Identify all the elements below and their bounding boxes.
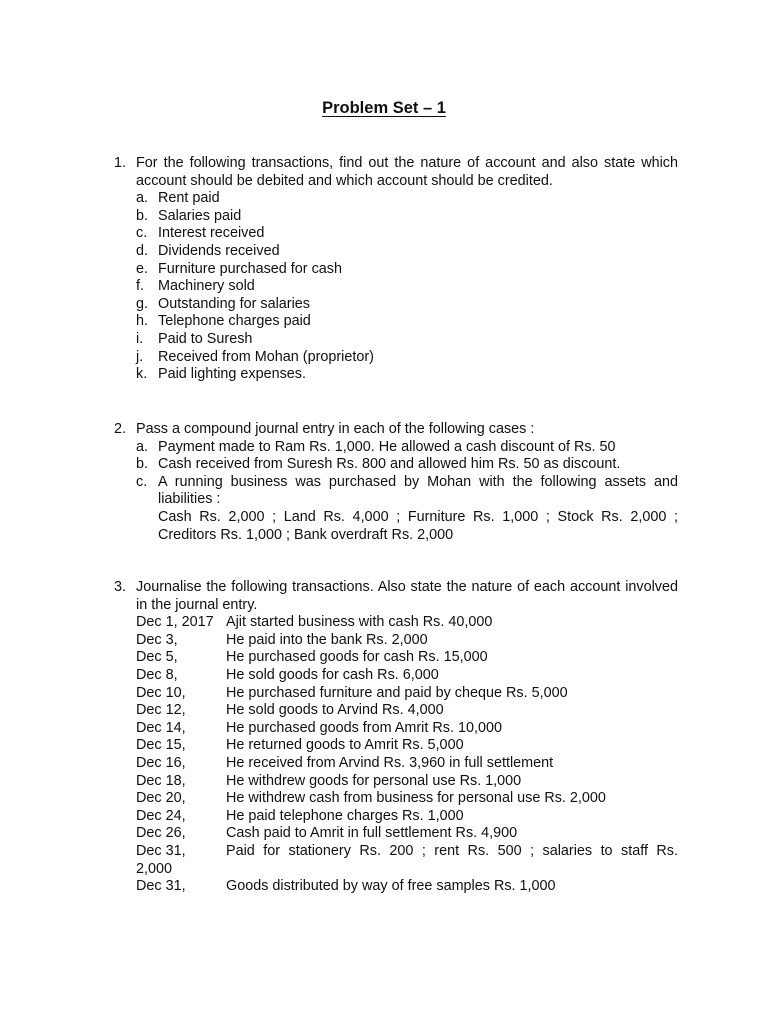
list-item: j. Received from Mohan (proprietor) (136, 348, 374, 365)
question-text: For the following transactions, find out the nature of account and also state which account should be debited and which account should be credited. (136, 155, 678, 189)
list-item: h. Telephone charges paid (136, 313, 311, 330)
transaction-row: Dec 18, He withdrew goods for personal use Rs. 1,000 (136, 772, 522, 789)
question-2 (114, 421, 678, 544)
transaction-row: Dec 3, He paid into the bank Rs. 2,000 (136, 631, 428, 648)
list-item: d. Dividends received (136, 242, 280, 259)
transaction-row: Dec 12, He sold goods to Arvind Rs. 4,000 (136, 702, 444, 719)
transaction-row: Dec 20, He withdrew cash from business for personal use Rs. 2,000 (136, 790, 606, 807)
list-item: b. Cash received from Suresh Rs. 800 and allowed him Rs. 50 as discount. (136, 456, 621, 473)
liabilities-line: Creditors Rs. 1,000 ; Bank overdraft Rs. 2,000 (158, 526, 454, 543)
transaction-row: Dec 14, He purchased goods from Amrit Rs. 10,000 (136, 719, 502, 736)
question-1 (114, 155, 678, 384)
transaction-row: Dec 5, He purchased goods for cash Rs. 15,000 (136, 649, 488, 666)
transaction-row: Dec 31, Goods distributed by way of free samples Rs. 1,000 (136, 878, 556, 895)
question-text: Pass a compound journal entry in each of the following cases : (136, 421, 535, 437)
list-item: c. Interest received (136, 225, 265, 242)
list-item: g. Outstanding for salaries (136, 295, 310, 312)
transaction-wrap-line: 2,000 (136, 860, 173, 877)
list-item: f. Machinery sold (136, 278, 255, 295)
transaction-row: Dec 31, Paid for stationery Rs. 200 ; rent Rs. 500 ; salaries to staff Rs. (136, 842, 678, 859)
transaction-row: Dec 10, He purchased furniture and paid by cheque Rs. 5,000 (136, 684, 568, 701)
list-item: b. Salaries paid (136, 207, 242, 224)
transaction-row: Dec 24, He paid telephone charges Rs. 1,000 (136, 807, 464, 824)
question-number: 2. (114, 421, 127, 437)
list-item: k. Paid lighting expenses. (136, 366, 307, 383)
list-item: i. Paid to Suresh (136, 330, 253, 347)
transaction-row: Dec 26, Cash paid to Amrit in full settlement Rs. 4,900 (136, 825, 518, 842)
page-title: Problem Set – 1 (322, 99, 446, 117)
sub-item-list (136, 190, 678, 384)
list-item: a. Payment made to Ram Rs. 1,000. He allowed a cash discount of Rs. 50 (136, 438, 616, 455)
transaction-row: Dec 16, He received from Arvind Rs. 3,960 in full settlement (136, 754, 554, 771)
transaction-row: Dec 8, He sold goods for cash Rs. 6,000 (136, 666, 439, 683)
list-item: a. Rent paid (136, 190, 220, 207)
list-item: c. A running business was purchased by Mohan with the following assets and liabilities : (136, 473, 678, 508)
transaction-list (136, 614, 678, 896)
transaction-row: Dec 15, He returned goods to Amrit Rs. 5,000 (136, 737, 464, 754)
assets-line: Cash Rs. 2,000 ; Land Rs. 4,000 ; Furniture Rs. 1,000 ; Stock Rs. 2,000 ; (158, 508, 678, 525)
list-item: e. Furniture purchased for cash (136, 260, 342, 277)
question-3 (114, 579, 678, 896)
transaction-row: Dec 1, 2017 Ajit started business with cash Rs. 40,000 (136, 614, 493, 631)
sub-item-list (136, 439, 678, 509)
question-number: 1. (114, 155, 127, 171)
question-text: Journalise the following transactions. Also state the nature of each account involved in the journal entry. (136, 579, 678, 613)
question-number: 3. (114, 579, 127, 595)
